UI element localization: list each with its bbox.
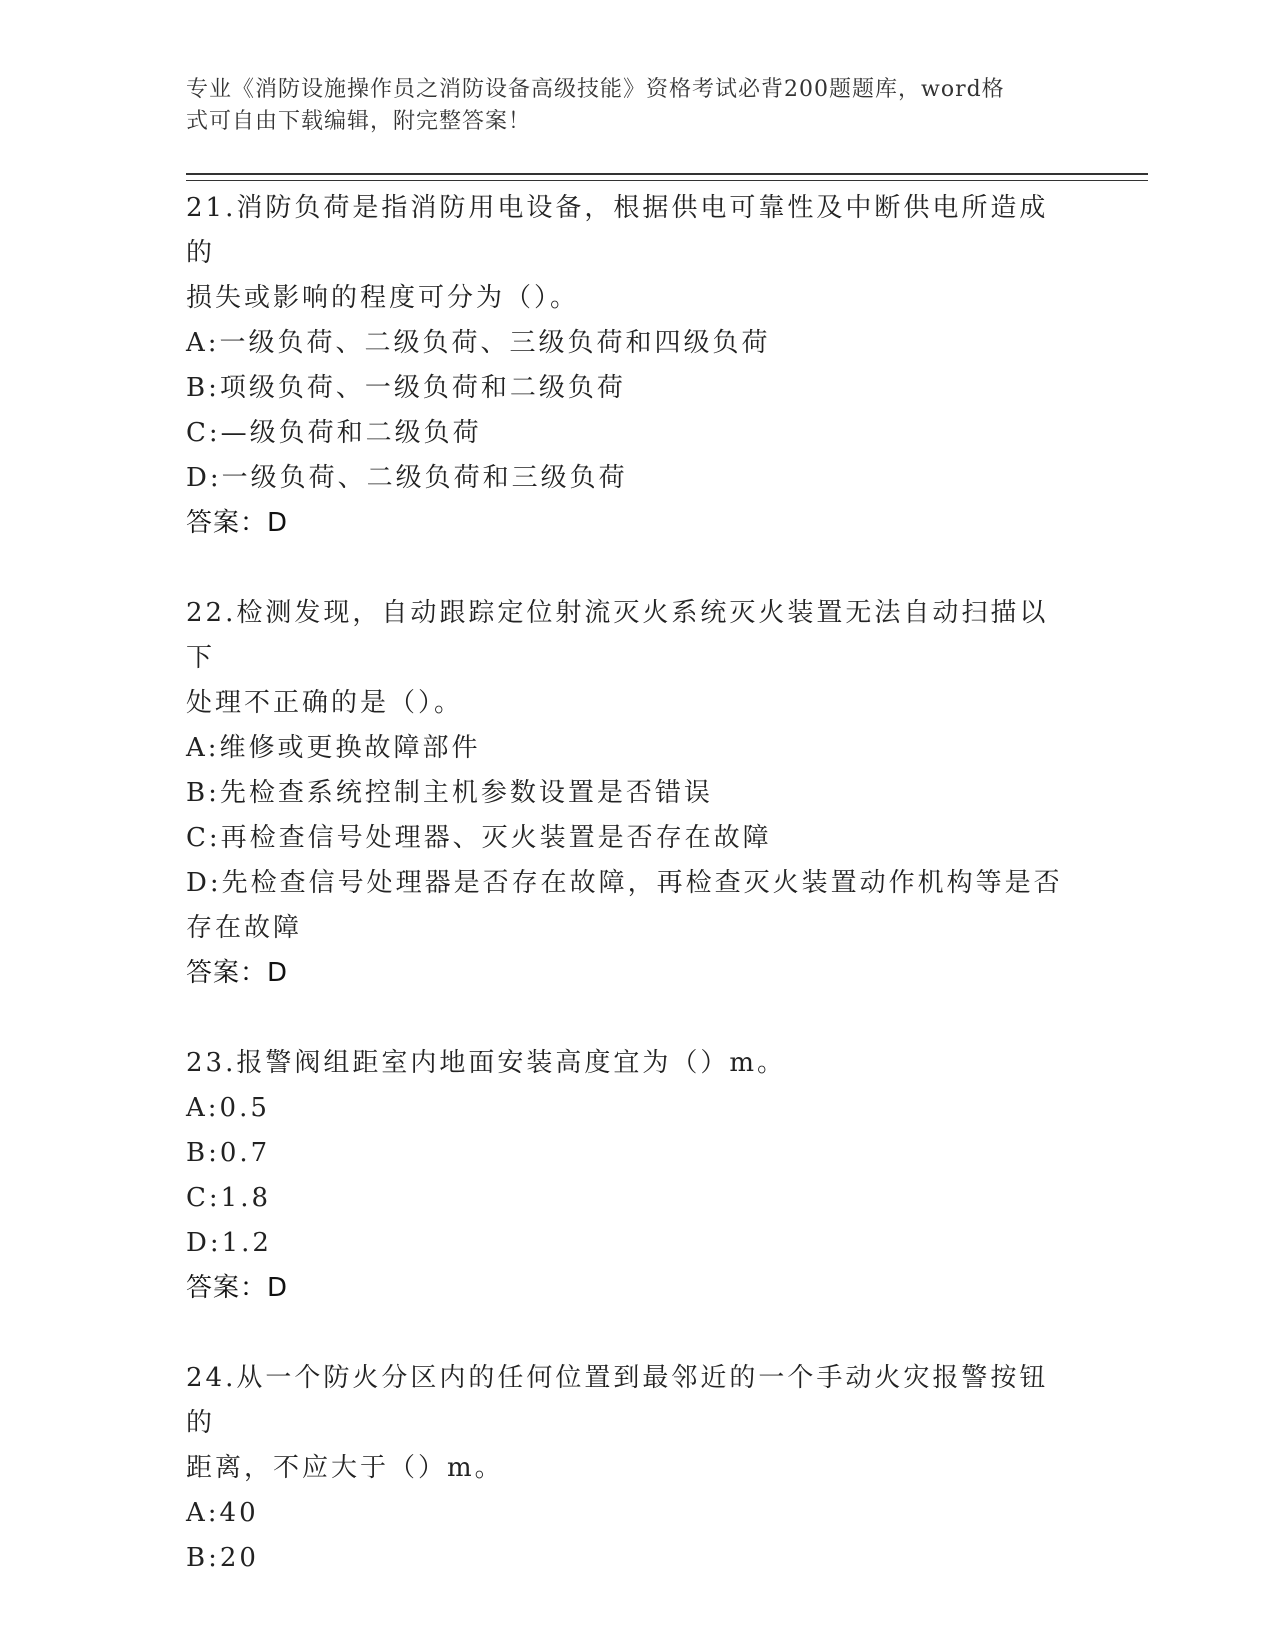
option-a: A:0.5 — [186, 1093, 270, 1123]
header-divider-thin — [186, 180, 1148, 181]
answer: 答案：D — [186, 1273, 289, 1303]
answer: 答案：D — [186, 508, 289, 538]
question-stem: 22.检测发现，自动跟踪定位射流灭火系统灭火装置无法自动扫描以下 — [186, 598, 1049, 673]
question-stem: 距离，不应大于（）m。 — [186, 1453, 504, 1483]
option-c: C:1.8 — [186, 1183, 272, 1213]
question-stem: 24.从一个防火分区内的任何位置到最邻近的一个手动火灾报警按钮的 — [186, 1363, 1049, 1438]
document-header — [186, 74, 1066, 138]
question-23 — [186, 1041, 1076, 1311]
question-stem: 23.报警阀组距室内地面安装高度宜为（）m。 — [186, 1048, 787, 1078]
header-line: 专业《消防设施操作员之消防设备高级技能》资格考试必背200题题库，word格 — [186, 77, 1005, 102]
option-d: D:一级负荷、二级负荷和三级负荷 — [186, 463, 628, 493]
option-a: A:40 — [186, 1498, 259, 1528]
option-b: B:先检查系统控制主机参数设置是否错误 — [186, 778, 713, 808]
option-d-continued: 存在故障 — [186, 913, 303, 943]
answer: 答案：D — [186, 958, 289, 988]
option-b: B:项级负荷、一级负荷和二级负荷 — [186, 373, 626, 403]
option-d: D:1.2 — [186, 1228, 272, 1258]
header-divider-thick — [186, 173, 1148, 175]
question-stem: 21.消防负荷是指消防用电设备，根据供电可靠性及中断供电所造成的 — [186, 193, 1049, 268]
option-b: B:20 — [186, 1543, 259, 1573]
option-d: D:先检查信号处理器是否存在故障，再检查灭火装置动作机构等是否 — [186, 868, 1063, 898]
question-21 — [186, 186, 1076, 546]
question-24 — [186, 1356, 1076, 1581]
option-b: B:0.7 — [186, 1138, 271, 1168]
option-a: A:维修或更换故障部件 — [186, 733, 481, 763]
question-stem: 损失或影响的程度可分为（）。 — [186, 283, 580, 313]
option-c: C:再检查信号处理器、灭火装置是否存在故障 — [186, 823, 772, 853]
question-stem: 处理不正确的是（）。 — [186, 688, 464, 718]
question-list — [186, 186, 1076, 1626]
header-line: 式可自由下载编辑，附完整答案！ — [186, 109, 532, 134]
option-a: A:一级负荷、二级负荷、三级负荷和四级负荷 — [186, 328, 771, 358]
question-22 — [186, 591, 1076, 996]
option-c: C:—级负荷和二级负荷 — [186, 418, 482, 448]
